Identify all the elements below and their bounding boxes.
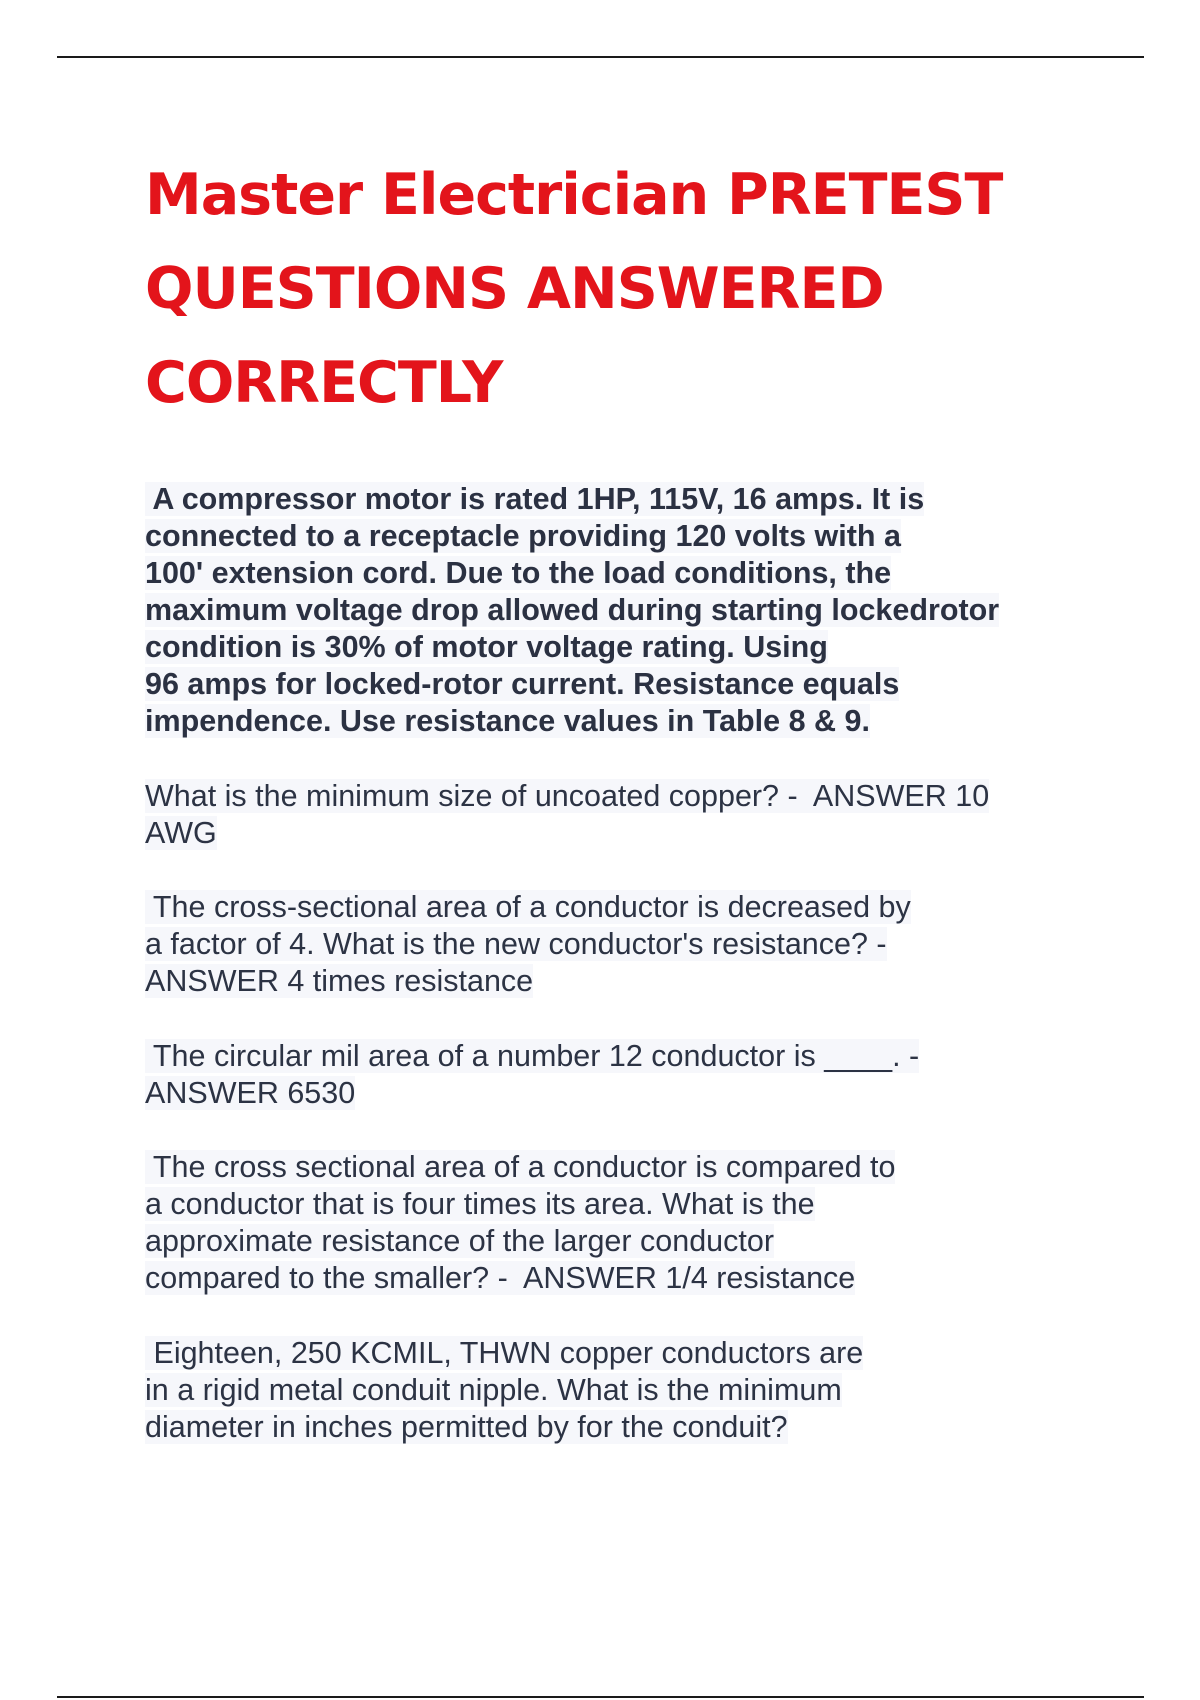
qa-line: The cross sectional area of a conductor is compared to — [145, 1150, 896, 1184]
qa-line: compared to the smaller? - ANSWER 1/4 resistance — [145, 1261, 856, 1295]
intro-line: 96 amps for locked-rotor current. Resistance equals — [145, 667, 900, 701]
qa-line: diameter in inches permitted by for the conduit? — [145, 1410, 788, 1444]
qa-item-conduit-diameter — [145, 1335, 863, 1446]
title-line: QUESTIONS ANSWERED — [145, 256, 884, 322]
intro-line: maximum voltage drop allowed during starting lockedrotor — [145, 593, 1000, 627]
qa-item-cross-section-decrease — [145, 889, 911, 1000]
qa-line: ANSWER 6530 — [145, 1076, 356, 1110]
qa-item-larger-conductor-resistance — [145, 1149, 895, 1297]
intro-paragraph — [145, 481, 999, 740]
qa-item-circular-mil-area — [145, 1038, 919, 1112]
title-line: Master Electrician PRETEST — [145, 162, 1003, 228]
qa-line: What is the minimum size of uncoated copper? - ANSWER 10 — [145, 779, 990, 813]
intro-line: impendence. Use resistance values in Table 8 & 9. — [145, 704, 870, 738]
qa-line: Eighteen, 250 KCMIL, THWN copper conductors are — [145, 1336, 864, 1370]
intro-line: condition is 30% of motor voltage rating. Using — [145, 630, 828, 664]
document-title — [145, 148, 1105, 430]
intro-line: connected to a receptacle providing 120 volts with a — [145, 519, 901, 553]
intro-line: A compressor motor is rated 1HP, 115V, 16 amps. It is — [145, 482, 925, 516]
qa-line: ANSWER 4 times resistance — [145, 964, 534, 998]
footer-rule — [57, 1696, 1144, 1698]
title-line: CORRECTLY — [145, 350, 503, 416]
qa-line: The circular mil area of a number 12 conductor is ____. - — [145, 1039, 920, 1073]
header-rule — [57, 56, 1144, 58]
qa-line: The cross-sectional area of a conductor is decreased by — [145, 890, 911, 924]
qa-item-minimum-copper-size — [145, 778, 989, 852]
qa-line: a conductor that is four times its area. What is the — [145, 1187, 815, 1221]
qa-line: approximate resistance of the larger conductor — [145, 1224, 774, 1258]
qa-line: AWG — [145, 816, 217, 850]
qa-line: in a rigid metal conduit nipple. What is the minimum — [145, 1373, 842, 1407]
intro-line: 100' extension cord. Due to the load conditions, the — [145, 556, 892, 590]
qa-line: a factor of 4. What is the new conductor's resistance? - — [145, 927, 887, 961]
